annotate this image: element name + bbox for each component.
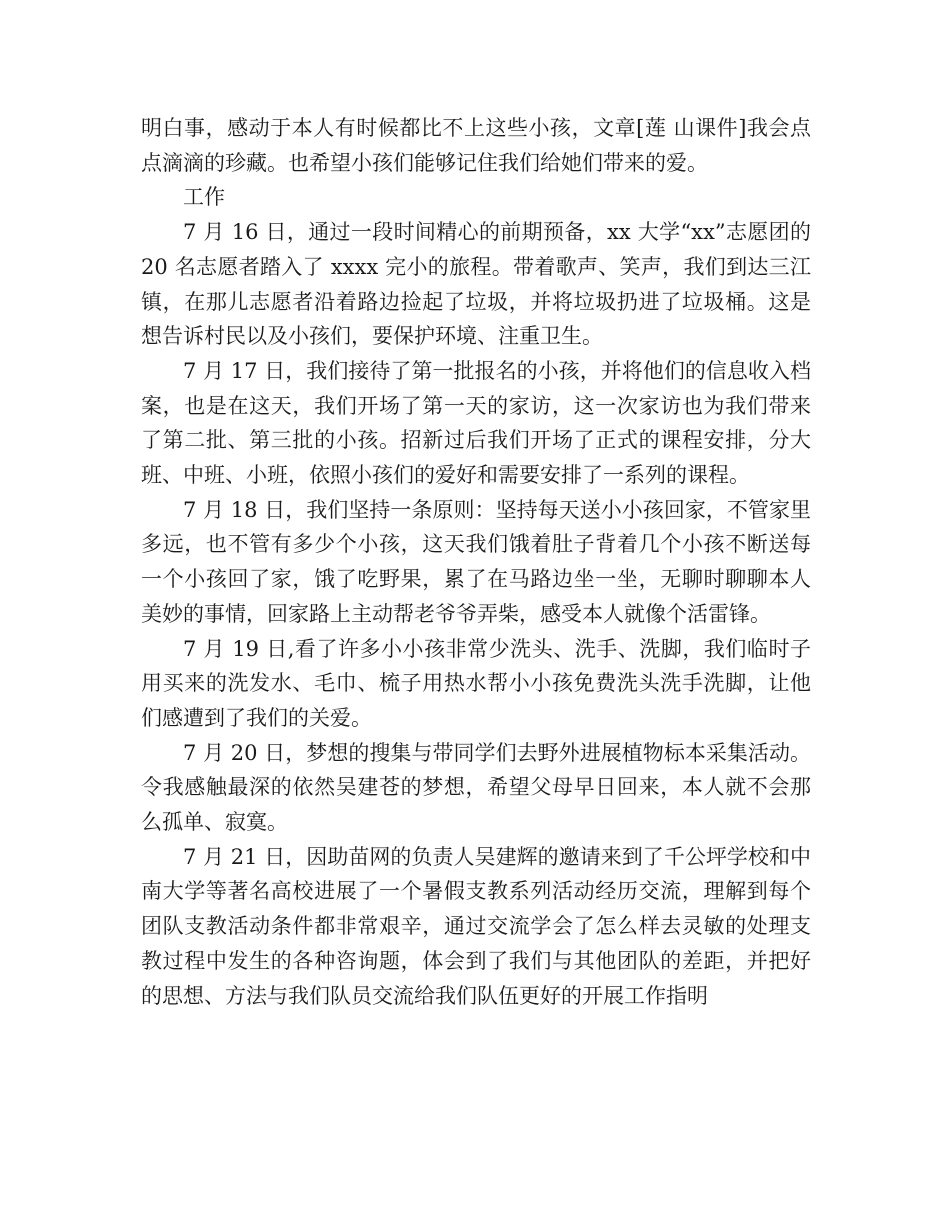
document-body: [141, 111, 811, 1013]
section-heading-work: 工作: [183, 185, 225, 210]
paragraph-july-21: 7 月 21 日，因助苗网的负责人吴建辉的邀请来到了千公坪学校和中南大学等著名高校进展了一个暑假支教系列活动经历交流，理解到每个团队支教活动条件都非常艰辛，通过交流学会了怎么样去灵敏的处理支教过程中发生的各种咨询题，体会到了我们与其他团队的差距，并把好的思想、方法与我们队员交流给我们队伍更好的开展工作指明: [141, 844, 811, 1008]
paragraph-july-20: 7 月 20 日，梦想的搜集与带同学们去野外进展植物标本采集活动。令我感触最深的依然吴建苍的梦想，希望父母早日回来，本人就不会那么孤单、寂寞。: [141, 740, 811, 835]
paragraph-continued: 明白事，感动于本人有时候都比不上这些小孩，文章[莲 山课件]我会点点滴滴的珍藏。也希望小孩们能够记住我们给她们带来的爱。: [141, 116, 811, 175]
paragraph-july-17: 7 月 17 日，我们接待了第一批报名的小孩，并将他们的信息收入档案，也是在这天，我们开场了第一天的家访，这一次家访也为我们带来了第二批、第三批的小孩。招新过后我们开场了正式的课程安排，分大班、中班、小班，依照小孩们的爱好和需要安排了一系列的课程。: [141, 358, 811, 488]
paragraph-july-19: 7 月 19 日,看了许多小小孩非常少洗头、洗手、洗脚，我们临时子用买来的洗发水、毛巾、梳子用热水帮小小孩免费洗头洗手洗脚，让他们感遭到了我们的关爱。: [141, 636, 811, 730]
paragraph-july-16: 7 月 16 日，通过一段时间精心的前期预备，xx 大学“xx”志愿团的 20 名志愿者踏入了 xxxx 完小的旅程。带着歌声、笑声，我们到达三江镇，在那儿志愿者沿着路边捡起了垃圾，并将垃圾扔进了垃圾桶。这是想告诉村民以及小孩们，要保护环境、注重卫生。: [141, 220, 811, 349]
paragraph-july-18: 7 月 18 日，我们坚持一条原则：坚持每天送小小孩回家，不管家里多远，也不管有多少个小孩，这天我们饿着肚子背着几个小孩不断送每一个小孩回了家，饿了吃野果，累了在马路边坐一坐，无聊时聊聊本人美妙的事情，回家路上主动帮老爷爷弄柴，感受本人就像个活雷锋。: [141, 497, 811, 626]
